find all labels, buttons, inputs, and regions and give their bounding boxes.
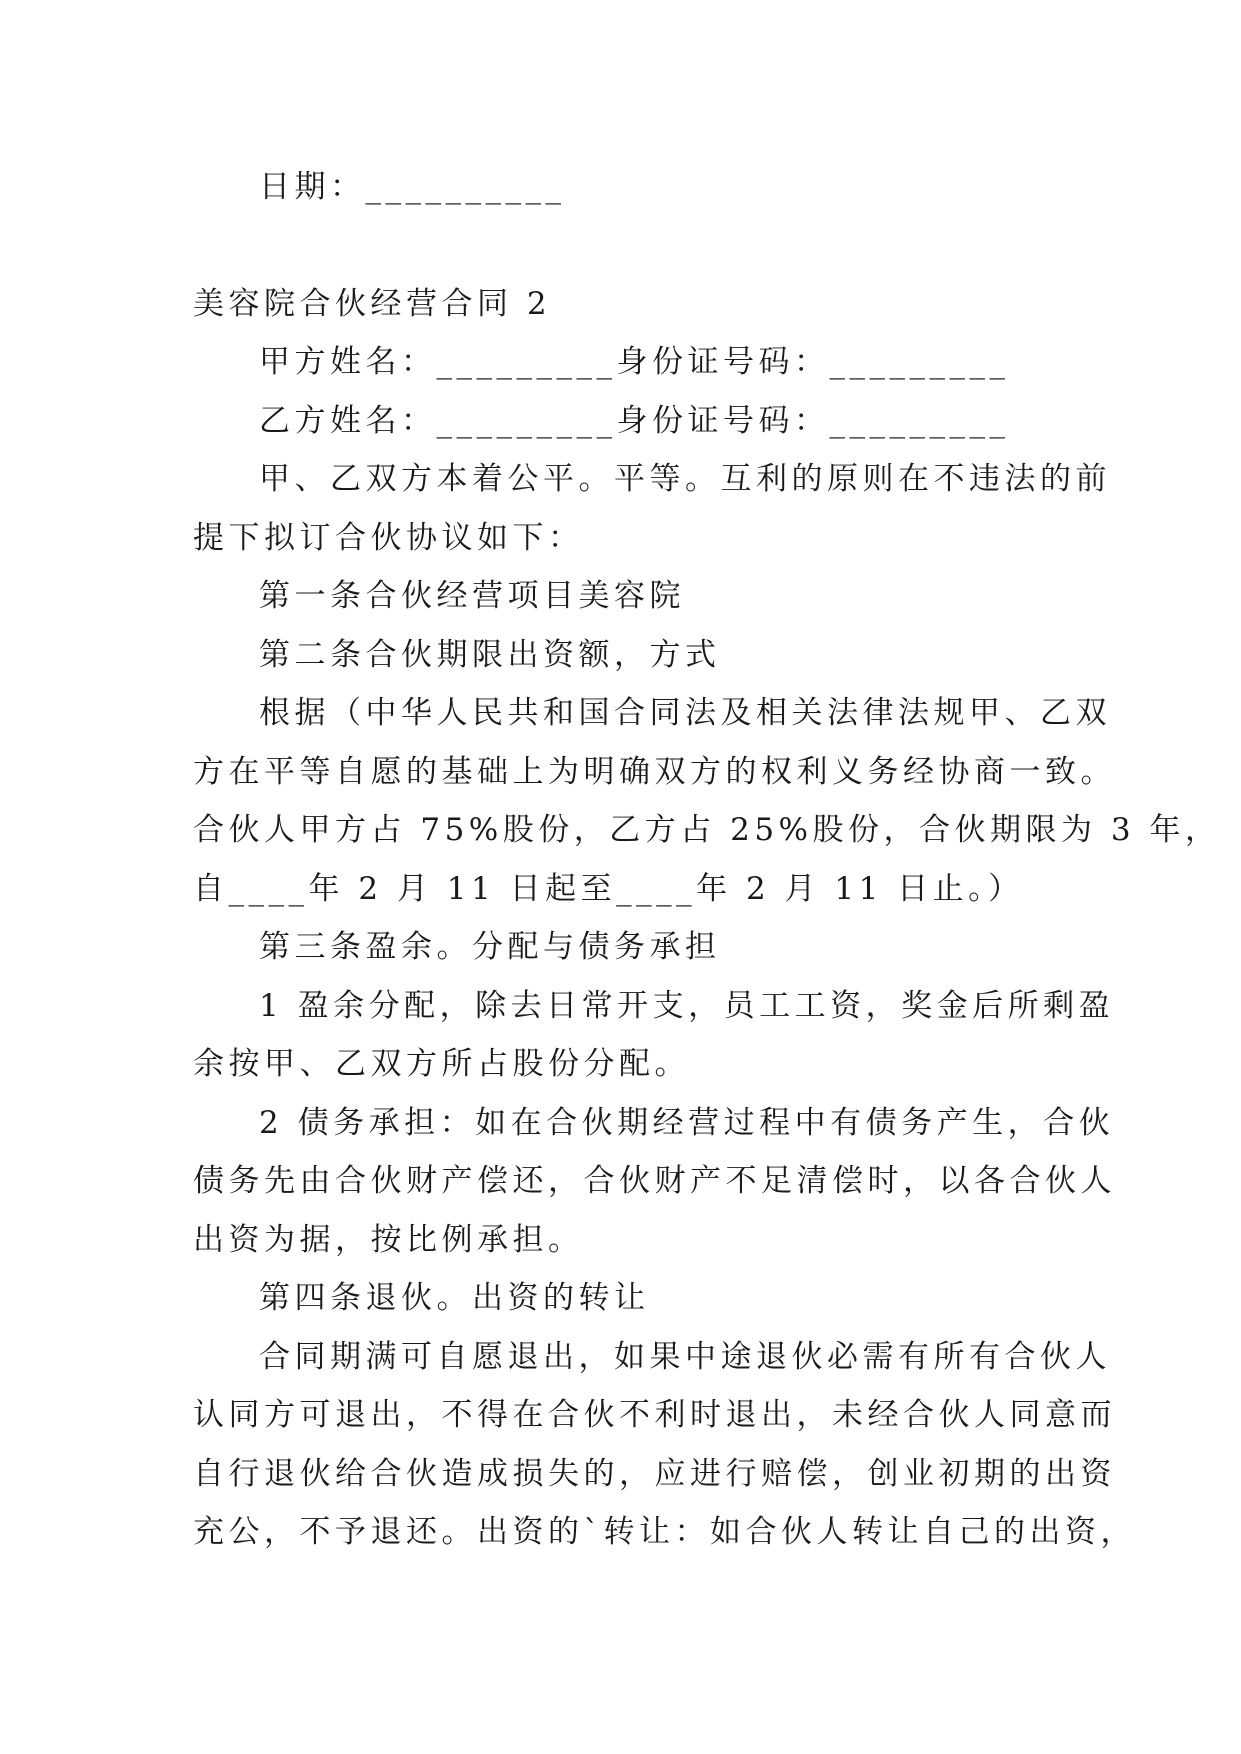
article-heading: 第四条退伙。出资的转让: [259, 1280, 650, 1316]
party-a-line: 甲方姓名：_________身份证号码：_________: [259, 344, 1010, 380]
text-line: 提下拟订合伙协议如下：: [193, 519, 584, 556]
contract-title: 美容院合伙经营合同 2: [193, 285, 552, 322]
text-line: 2 债务承担：如在合伙期经营过程中有债务产生，合伙: [259, 1104, 1115, 1141]
text-line: 合同期满可自愿退出，如果中途退伙必需有所有合伙人: [259, 1338, 1111, 1375]
text-line: 债务先由合伙财产偿还，合伙财产不足清偿时，以各合伙人: [193, 1163, 1116, 1199]
text-line: 出资为据，按比例承担。: [193, 1221, 584, 1258]
article-heading: 第二条合伙期限出资额，方式: [259, 636, 721, 673]
document-body: [193, 158, 1221, 1562]
text-line: 合伙人甲方占 75%股份，乙方占 25%股份，合伙期限为 3 年，: [193, 812, 1221, 848]
article-heading: 第三条盈余。分配与债务承担: [259, 929, 721, 965]
text-line: 根据（中华人民共和国合同法及相关法律法规甲、乙双: [259, 695, 1111, 731]
article-heading: 第一条合伙经营项目美容院: [259, 578, 685, 614]
text-line: 甲、乙双方本着公平。平等。互利的原则在不违法的前: [259, 461, 1111, 497]
party-b-line: 乙方姓名：_________身份证号码：_________: [259, 402, 1010, 439]
text-line: 自行退伙给合伙造成损失的，应进行赔偿，创业初期的出资: [193, 1455, 1116, 1492]
text-line: 余按甲、乙双方所占股份分配。: [193, 1046, 690, 1082]
date-line: 日期：__________: [259, 169, 566, 205]
text-line: 认同方可退出，不得在合伙不利时退出，未经合伙人同意而: [193, 1397, 1116, 1433]
paragraph-gap: [193, 217, 1073, 275]
text-line: 自____年 2 月 11 日起至____年 2 月 11 日止。）: [193, 870, 1024, 907]
text-line: 充公，不予退还。出资的`转让：如合伙人转让自己的出资，: [193, 1514, 1136, 1550]
text-line: 1 盈余分配，除去日常开支，员工工资，奖金后所剩盈: [259, 987, 1115, 1024]
text-line: 方在平等自愿的基础上为明确双方的权利义务经协商一致。: [193, 753, 1116, 790]
